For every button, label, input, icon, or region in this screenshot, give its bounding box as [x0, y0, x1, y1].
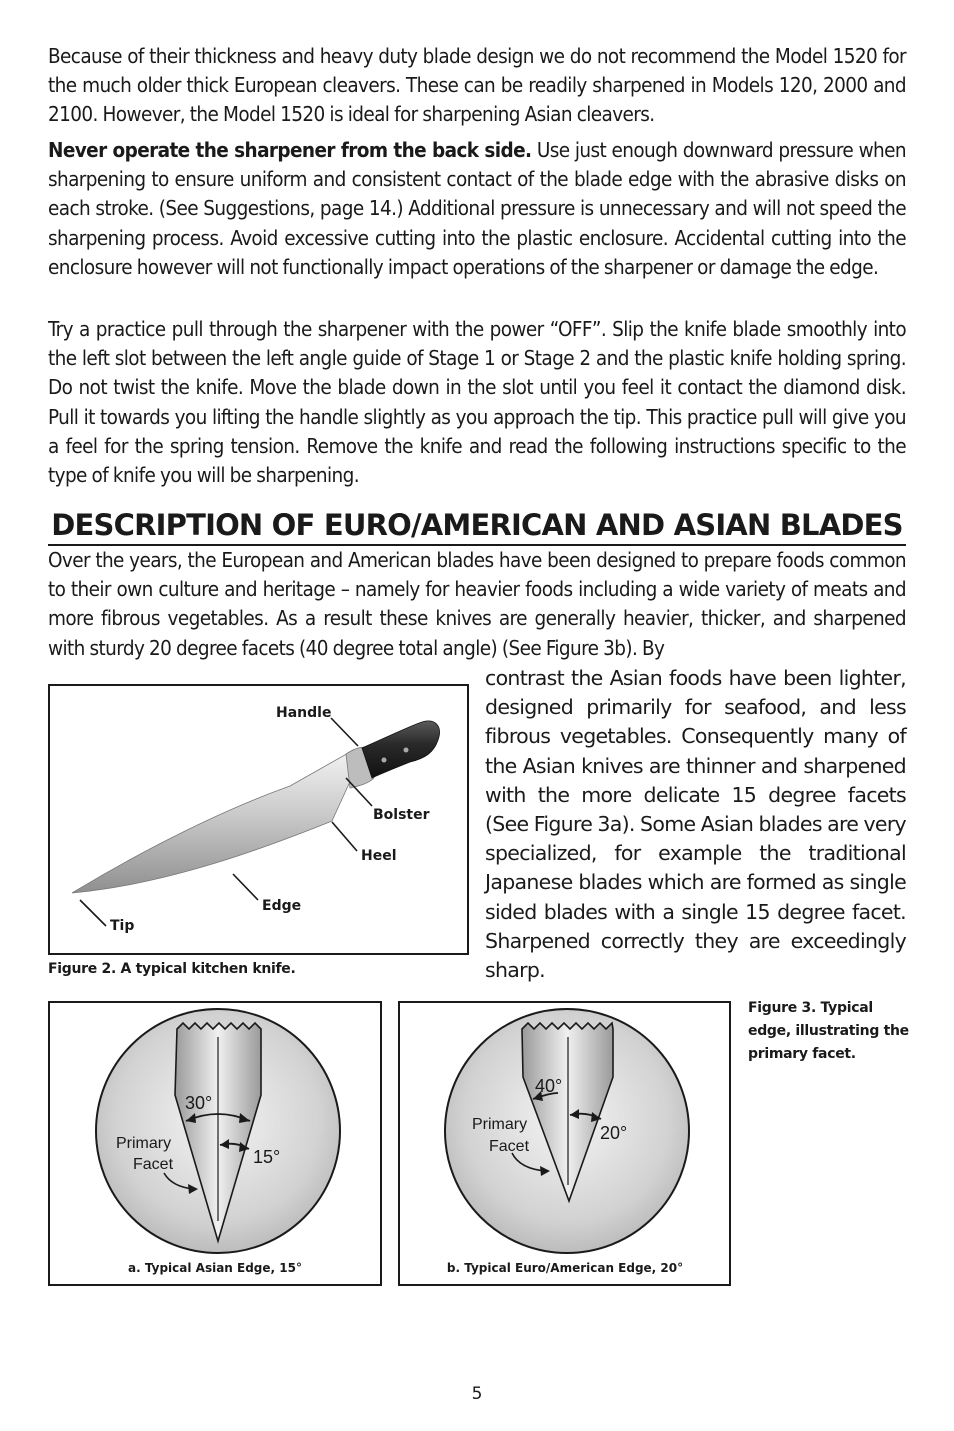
page-number: 5 [471, 1384, 483, 1404]
label-edge: Edge [262, 898, 302, 914]
paragraph-practice-pull [48, 315, 906, 490]
paragraph-practice-pull-text: Try a practice pull through the sharpener with the power “OFF”. Slip the knife blade smoothly into the left slot between the left angle guide of Stage 1 or Stage 2 and the plastic knife holding spring. Do not twist the knife. Move the blade down in the slot until you feel it contact the diamond disk. Pull it towards you lifting the handle slightly as you approach the tip. This practice pull will give you a feel for the spring tension. Remove the knife and read the following instructions specific to the type of knife you will be sharpening. [48, 317, 906, 488]
asian-edge-diagram [50, 1003, 380, 1284]
paragraph-pressure-text: Use just enough downward pressure when sharpening to ensure uniform and consistent contact of the blade edge with the abrasive disks on each stroke. (See Suggestions, page 14.) Additional pressure is unnecessary and will not speed the sharpening process. Avoid excessive cutting into the plastic enclosure. Accidental cutting into the enclosure however will not functionally impact operations of the sharpener or damage the edge. [48, 138, 906, 279]
section-heading: DESCRIPTION OF EURO/AMERICAN AND ASIAN BLADES [48, 506, 906, 546]
angle-facet-b: 20° [600, 1123, 628, 1143]
paragraph-euro-american-text: Over the years, the European and American blades have been designed to prepare foods common to their own culture and heritage – namely for heavier foods including a wide variety of meats and more fibrous vegetables. As a result these knives are generally heavier, thicker, and sharpened with sturdy 20 degree facets (40 degree total angle) (See Figure 3b). By [48, 548, 906, 660]
figure-asian-edge [48, 1001, 382, 1286]
figure-euro-edge [398, 1001, 731, 1286]
figure3-caption-line1: Figure 3. Typical [748, 1000, 873, 1016]
figure3b-caption: b. Typical Euro/American Edge, 20° [446, 1261, 684, 1275]
figure3-caption-line3: primary facet. [748, 1046, 856, 1062]
angle-total-b: 40° [535, 1076, 563, 1096]
knife-handle [362, 721, 440, 778]
label-handle: Handle [276, 705, 332, 721]
figure2-caption: Figure 2. A typical kitchen knife. [48, 961, 296, 977]
angle-facet-a: 15° [253, 1147, 281, 1167]
label-bolster: Bolster [373, 807, 430, 823]
figure3a-caption: a. Typical Asian Edge, 15° [128, 1261, 302, 1275]
warning-back-side: Never operate the sharpener from the back side. [48, 138, 532, 162]
paragraph-euro-american [48, 546, 906, 663]
paragraph-pressure [48, 136, 906, 282]
euro-edge-diagram [400, 1003, 729, 1284]
label-tip: Tip [110, 918, 135, 934]
figure3-caption [748, 997, 909, 1066]
angle-total-a: 30° [185, 1093, 213, 1113]
figure3-caption-line2: edge, illustrating the [748, 1023, 909, 1039]
paragraph-asian-contrast-text: contrast the Asian foods have been lighter, designed primarily for seafood, and less fibrous vegetables. Consequently many of the Asian knives are thinner and sharpened with the more delicate 15 degree facets (See Figure 3a). Some Asian blades are very specialized, for example the traditional Japanese blades which are formed as single sided blades with a single 15 degree facet. Sharpened correctly they are exceedingly sharp. [485, 666, 906, 983]
facet-label-b-line2: Facet [489, 1138, 530, 1155]
facet-label-b-line1: Primary [472, 1116, 528, 1133]
facet-label-a-line2: Facet [133, 1156, 174, 1173]
paragraph-cleavers [48, 42, 906, 130]
knife-illustration [50, 686, 467, 953]
label-heel: Heel [361, 848, 397, 864]
knife-blade [72, 752, 358, 893]
figure-knife [48, 684, 469, 955]
facet-label-a-line1: Primary [116, 1135, 172, 1152]
paragraph-asian-contrast [485, 664, 906, 985]
paragraph-cleavers-text: Because of their thickness and heavy duty blade design we do not recommend the Model 1520 for the much older thick European cleavers. These can be readily sharpened in Models 120, 2000 and 2100. However, the Model 1520 is ideal for sharpening Asian cleavers. [48, 44, 906, 127]
